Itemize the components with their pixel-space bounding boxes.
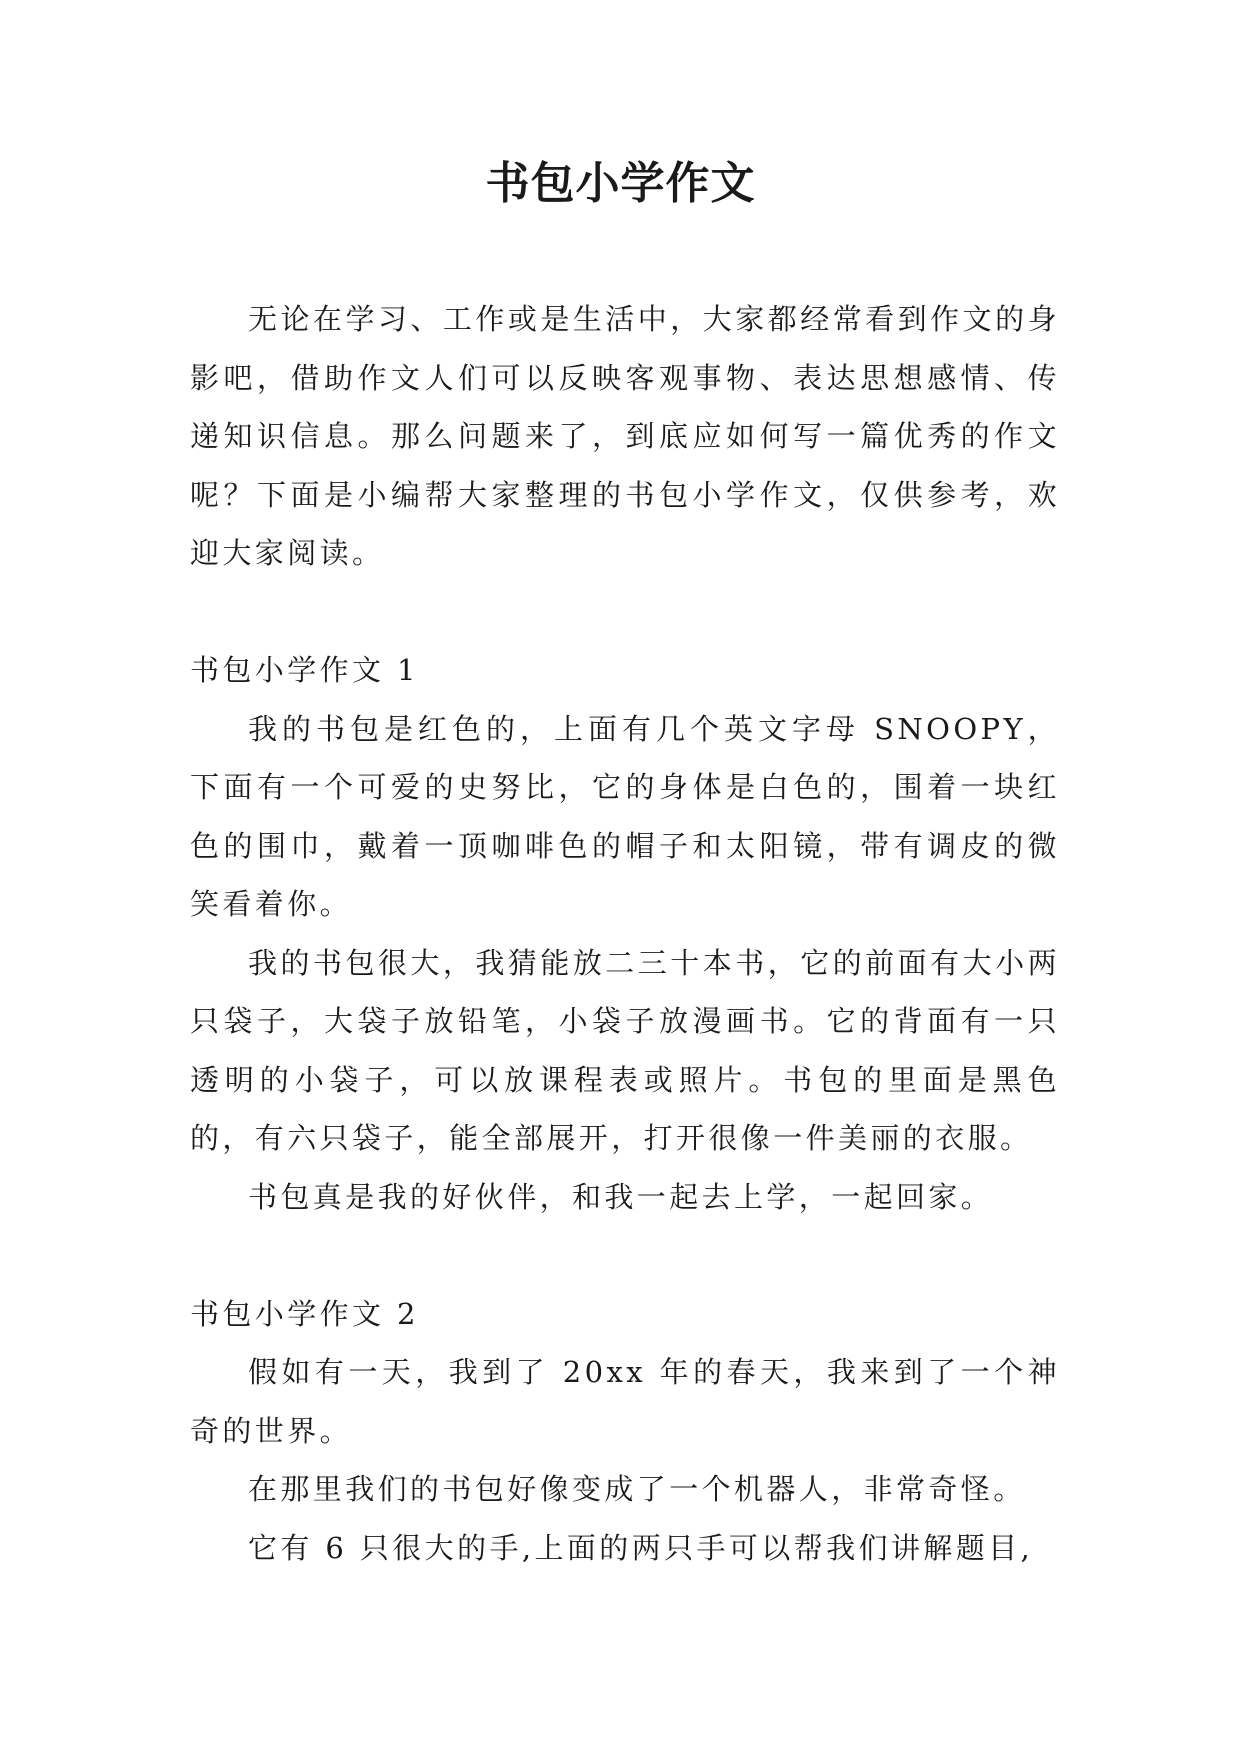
section-1-paragraph-3: 书包真是我的好伙伴，和我一起去上学，一起回家。 <box>248 1179 994 1214</box>
section-1-paragraph-1: 我的书包是红色的，上面有几个英文字母 SNOOPY，下面有一个可爱的史努比，它的身体是白色的，围着一块红色的围巾，戴着一顶咖啡色的帽子和太阳镜，带有调皮的微笑看着你。 <box>190 711 1060 921</box>
section-2-paragraph-2: 在那里我们的书包好像变成了一个机器人，非常奇怪。 <box>248 1472 1026 1506</box>
document-body <box>190 290 1060 1577</box>
section-1-paragraph-2: 我的书包很大，我猜能放二三十本书，它的前面有大小两只袋子，大袋子放铅笔，小袋子放漫画书。它的背面有一只透明的小袋子，可以放课程表或照片。书包的里面是黑色的，有六只袋子，能全部展开，打开很像一件美丽的衣服。 <box>190 945 1060 1155</box>
section-heading-2: 书包小学作文 2 <box>190 1296 419 1331</box>
section-2-paragraph-3: 它有 6 只很大的手,上面的两只手可以帮我们讲解题目, <box>248 1530 1034 1565</box>
intro-paragraph: 无论在学习、工作或是生活中，大家都经常看到作文的身影吧，借助作文人们可以反映客观事物、表达思想感情、传递知识信息。那么问题来了，到底应如何写一篇优秀的作文呢？下面是小编帮大家整理的书包小学作文，仅供参考，欢迎大家阅读。 <box>190 302 1060 570</box>
section-gap <box>190 1226 1060 1285</box>
document-title: 书包小学作文 <box>485 158 756 209</box>
section-gap <box>190 583 1060 642</box>
section-heading-1: 书包小学作文 1 <box>190 653 419 687</box>
section-2-paragraph-1: 假如有一天，我到了 20xx 年的春天，我来到了一个神奇的世界。 <box>190 1355 1060 1448</box>
